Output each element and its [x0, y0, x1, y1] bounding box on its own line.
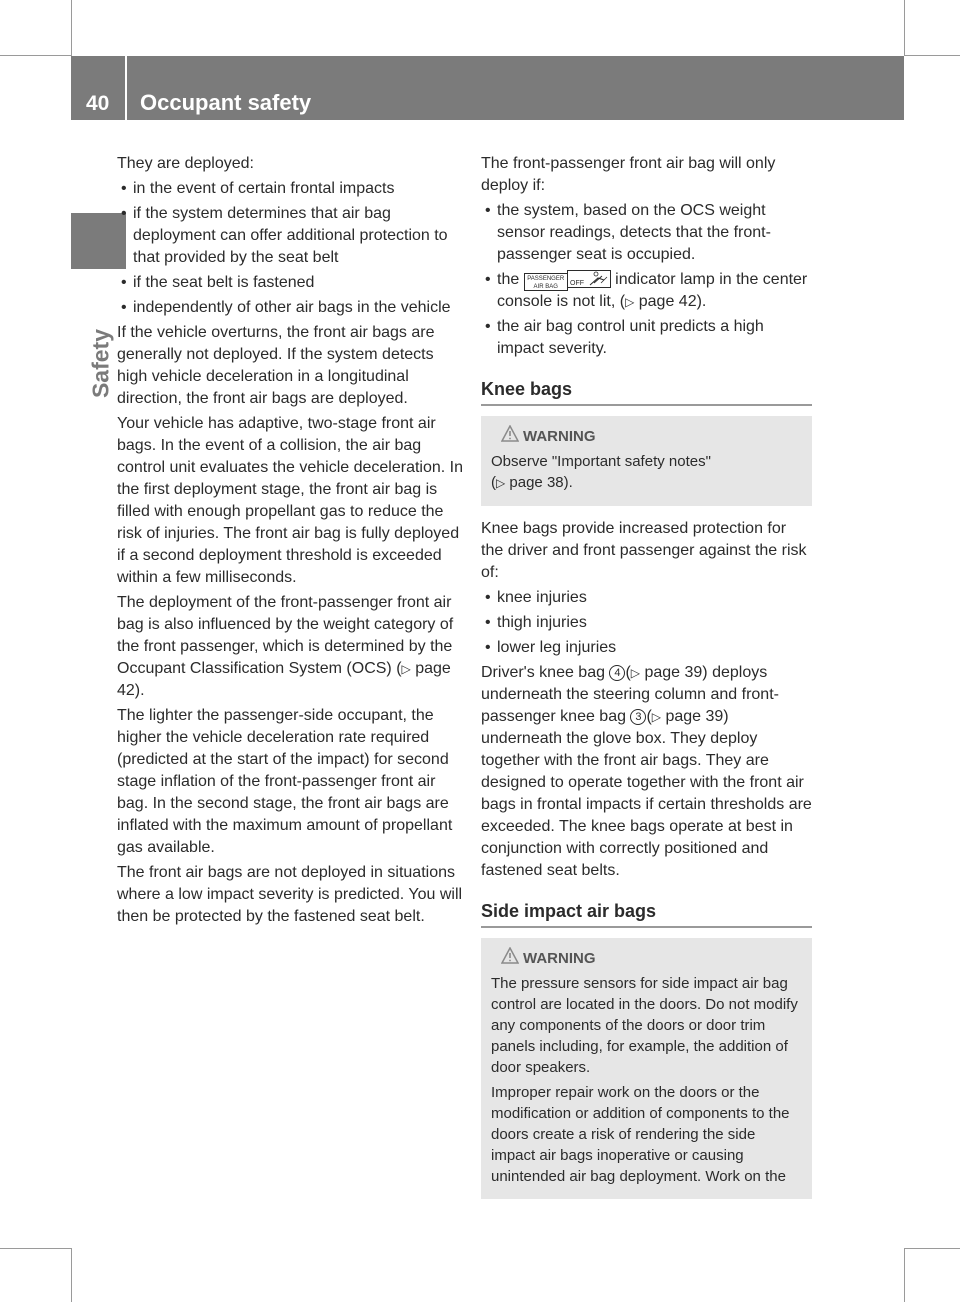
list-item: • knee injuries — [481, 587, 812, 609]
list-item: • thigh injuries — [481, 612, 812, 634]
page-number: 40 — [86, 92, 110, 115]
paragraph-overturn: If the vehicle overturns, the front air bags are generally not deployed. If the system detects high vehicle deceleration in a longitudinal direction, the front air bags are deployed. — [117, 324, 435, 407]
knee-paragraph: Driver's knee bag 4 (▷ page 39) deploys underneath the steering column and front-passenger knee bag 3 (▷ page 39) underneath the glove box. They deploy together with the front air bags. They are designed to operate together with the front air bags in frontal impacts if certain thresholds are exceeded. The knee bags operate at best in conjunction with correctly positioned and fastened seat belts. — [481, 664, 812, 879]
page-ref-arrow-icon: ▷ — [496, 476, 506, 490]
crop-mark — [71, 0, 72, 56]
passenger-intro: The front-passenger front air bag will only deploy if: — [481, 155, 776, 194]
header-divider — [125, 56, 127, 120]
list-item: • in the event of certain frontal impacts — [117, 178, 464, 200]
page-ref-link[interactable]: page 42). — [638, 293, 707, 310]
list-item: • lower leg injuries — [481, 637, 812, 659]
deploy-intro: They are deployed: — [117, 155, 254, 172]
crop-mark — [71, 1248, 72, 1302]
warning-text: The pressure sensors for side impact air bag control are located in the doors. Do not modify any components of the doors or door trim panels including, for example, the addition of door speakers. — [491, 975, 798, 1076]
section-label: Safety — [87, 328, 114, 399]
page-ref-link[interactable]: page 38). — [509, 474, 573, 491]
crop-mark — [905, 55, 960, 56]
warning-text: Observe "Important safety notes" (▷ page 38). — [491, 453, 711, 491]
crop-mark — [904, 1248, 905, 1302]
passenger-airbag-indicator-icon: PASSENGER AIR BAG — [524, 273, 568, 291]
paragraph-adaptive: Your vehicle has adaptive, two-stage front air bags. In the event of a collision, the air bag control unit evaluates the vehicle deceleration. In the first deployment stage, the front air bag is filled with enough propellant gas to reduce the risk of injuries. The front air bag is fully deployed if a second deployment threshold is exceeded within a few milliseconds. — [117, 415, 463, 586]
warning-text: Improper repair work on the doors or the modification or addition of components to the doors create a risk of rendering the side impact air bags inoperative or causing unintended air bag deployment. Work on the — [491, 1084, 790, 1185]
airbag-off-indicator-icon — [567, 270, 611, 288]
list-item: • the system, based on the OCS weight sensor readings, detects that the front-passenger seat is occupied. — [481, 200, 812, 266]
list-item: • if the system determines that air bag deployment can offer additional protection to that provided by the seat belt — [117, 203, 464, 269]
left-column — [117, 153, 464, 931]
page-ref-arrow-icon: ▷ — [651, 710, 662, 724]
page-ref-arrow-icon: ▷ — [625, 295, 635, 309]
warning-title: WARNING — [491, 948, 802, 969]
paragraph-lighter: The lighter the passenger-side occupant, the higher the vehicle deceleration rate required (predicted at the start of the impact) for second stage inflation of the front-passenger front air bag. In the second stage, the front air bags are inflated with the maximum amount of propellant gas available. — [117, 707, 453, 856]
warning-triangle-icon — [501, 425, 519, 443]
list-item: • if the seat belt is fastened — [117, 272, 464, 294]
paragraph-weight: The deployment of the front-passenger front air bag is also influenced by the weight category of the front passenger, which is determined by the Occupant Classification System (OCS) (▷ page 42). — [117, 594, 454, 699]
page-ref-link[interactable]: page 42). — [117, 660, 451, 699]
crop-mark — [0, 1248, 71, 1249]
crop-mark — [0, 55, 71, 56]
list-item: • independently of other air bags in the vehicle — [117, 297, 464, 319]
crop-mark — [905, 1248, 960, 1249]
crop-mark — [904, 0, 905, 56]
page-title: Occupant safety — [140, 90, 312, 115]
list-item: • the PASSENGER AIR BAG OFF indicator lamp in the center console is not lit, (▷ page 42). — [481, 269, 812, 313]
callout-number-3: 3 — [630, 709, 646, 725]
warning-title: WARNING — [491, 426, 802, 447]
indicator-off-text: OFF — [569, 280, 584, 287]
warning-triangle-icon — [501, 947, 519, 965]
knee-bags-heading: Knee bags — [481, 378, 812, 406]
warning-box-knee — [481, 416, 812, 506]
list-item: • the air bag control unit predicts a high impact severity. — [481, 316, 812, 360]
callout-number-4: 4 — [609, 665, 625, 681]
side-airbags-heading: Side impact air bags — [481, 900, 812, 928]
knee-intro: Knee bags provide increased protection for the driver and front passenger against the risk of: — [481, 520, 807, 581]
page-ref-arrow-icon: ▷ — [630, 666, 641, 680]
paragraph-low-severity: The front air bags are not deployed in situations where a low impact severity is predicted. You will then be protected by the fastened seat belt. — [117, 864, 463, 925]
page-ref-arrow-icon: ▷ — [401, 662, 411, 676]
warning-box-side — [481, 938, 812, 1199]
right-column — [481, 153, 812, 1211]
